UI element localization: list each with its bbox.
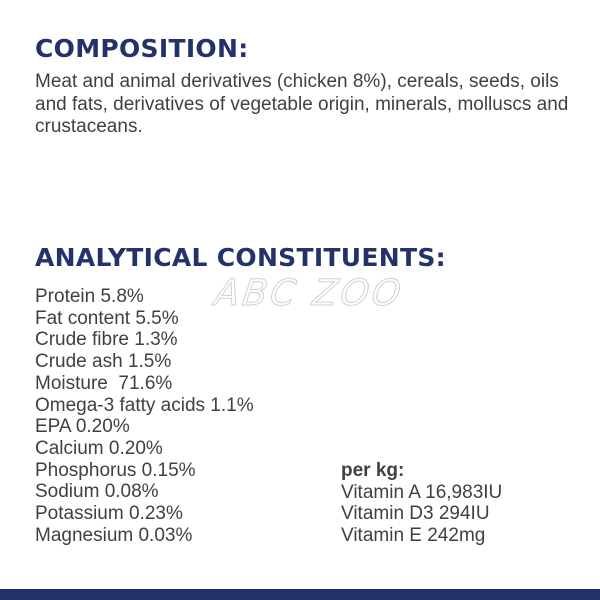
vitamin-item: Vitamin D3 294IU [341, 503, 490, 525]
composition-title: COMPOSITION: [35, 34, 249, 63]
vitamin-item: Vitamin E 242mg [341, 525, 486, 547]
per-kg-heading: per kg: [341, 460, 405, 481]
constituent-item: Protein 5.8% [35, 286, 144, 307]
constituent-item: Magnesium 0.03% [35, 524, 193, 546]
constituent-item: Moisture 71.6% [35, 372, 173, 394]
composition-text: Meat and animal derivatives (chicken 8%), cereals, seeds, oils and fats, derivatives of vegetable origin, minerals, molluscs and crustaceans. [35, 71, 569, 137]
constituent-item: Sodium 0.08% [35, 481, 159, 503]
constituent-item: Omega-3 fatty acids 1.1% [35, 394, 254, 416]
vitamins-per-kg [341, 460, 502, 547]
constituent-item: Crude fibre 1.3% [35, 329, 178, 351]
constituent-item: EPA 0.20% [35, 416, 130, 438]
vitamin-item: Vitamin A 16,983IU [341, 481, 503, 503]
constituent-item: Potassium 0.23% [35, 503, 183, 525]
constituent-item: Phosphorus 0.15% [35, 459, 196, 481]
watermark-logo: ABC ZOO [212, 273, 407, 314]
constituent-item: Fat content 5.5% [35, 307, 179, 329]
constituent-item: Calcium 0.20% [35, 437, 163, 459]
analytical-constituents-list [35, 286, 254, 546]
constituent-item: Crude ash 1.5% [35, 351, 172, 373]
footer-bar [0, 589, 600, 600]
analytical-constituents-title: ANALYTICAL CONSTITUENTS: [35, 243, 446, 272]
vitamins-list [341, 482, 502, 547]
